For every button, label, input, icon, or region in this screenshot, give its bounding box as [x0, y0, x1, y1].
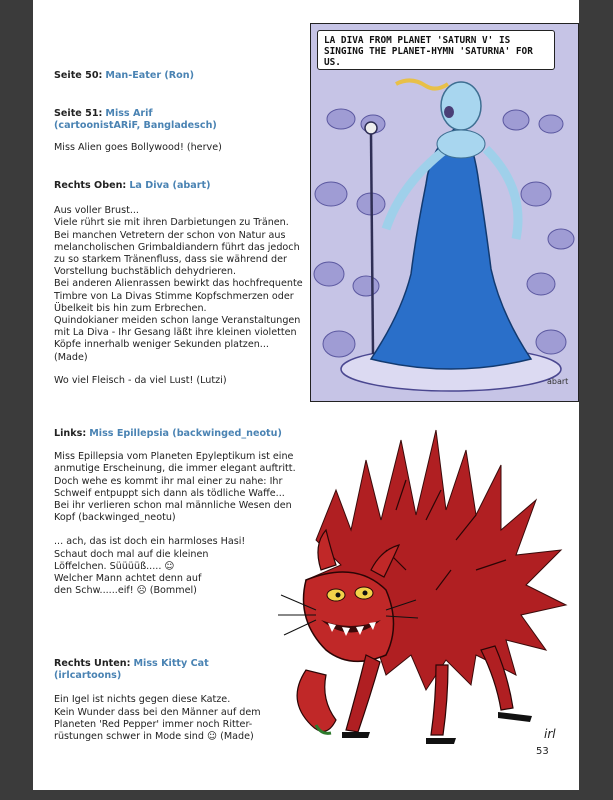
entry-title-link[interactable]: Miss Arif: [105, 108, 153, 119]
page-number: 53: [536, 746, 549, 757]
body-line: ... ach, das ist doch ein harmloses Hasi!: [54, 536, 246, 548]
body-line: Miss Epillepsia vom Planeten Epyleptikum ist eine: [54, 451, 294, 463]
entry-title-link[interactable]: Miss Epillepsia (backwinged_neotu): [89, 428, 282, 439]
body-line: Planeten 'Red Pepper' immer noch Ritter-: [54, 718, 253, 730]
body-line: Aus voller Brust...: [54, 205, 139, 217]
la-diva-illustration: [310, 23, 579, 402]
entry-rechts-unten: [54, 658, 314, 743]
body-line: mit La Diva - Ihr Gesang läßt ihre kleinen violetten: [54, 327, 297, 339]
cat-drawing: [276, 420, 579, 765]
speech-bubble: LA DIVA FROM PLANET 'SATURN V' IS SINGING THE PLANET-HYMN 'SATURNA' FOR US.: [317, 30, 555, 70]
body-line: Timbre von La Divas Stimme Kopfschmerzen oder: [54, 290, 294, 302]
artist-signature: abart: [547, 377, 569, 386]
body-line: Doch wehe es kommt ihr mal einer zu nahe: Ihr: [54, 475, 283, 487]
body-line: rüstungen schwer in Mode sind ☺ (Made): [54, 731, 254, 743]
body-line: Kopf (backwinged_neotu): [54, 512, 176, 524]
document-page: [33, 0, 579, 790]
body-line: Viele rührt sie mit ihren Darbietungen zu Tränen.: [54, 217, 289, 229]
entry-comment: [54, 536, 314, 597]
entry-heading-prefix: Rechts Unten:: [54, 658, 131, 669]
body-line: (Made): [54, 351, 88, 363]
body-line: Schaut doch mal auf die kleinen: [54, 548, 209, 560]
entry-seite-51: [54, 108, 222, 155]
entry-heading-prefix: Seite 51:: [54, 108, 103, 119]
entry-comment: Wo viel Fleisch - da viel Lust! (Lutzi): [54, 374, 227, 386]
entry-rechts-oben: [54, 180, 314, 387]
diva-drawing: [311, 24, 578, 401]
miss-kitty-cat-illustration: [276, 420, 579, 765]
body-line: Übelkeit bis hin zum Erbrechen.: [54, 302, 207, 314]
entry-heading-prefix: Seite 50:: [54, 70, 103, 81]
body-line: Quindokianer meiden schon lange Veranstaltungen: [54, 315, 301, 327]
entry-title-link-sub[interactable]: (irlcartoons): [54, 670, 122, 682]
entry-title-link[interactable]: Miss Kitty Cat: [133, 658, 209, 669]
body-line: den Schw......eif! ☹ (Bommel): [54, 585, 197, 597]
entry-heading-prefix: Links:: [54, 428, 87, 439]
entry-title-link[interactable]: La Diva (abart): [129, 180, 211, 191]
entry-title-link[interactable]: Man-Eater (Ron): [105, 70, 194, 81]
body-line: Vorstellung buchstäblich dehydrieren.: [54, 266, 237, 278]
body-line: Ein Igel ist nichts gegen diese Katze.: [54, 694, 231, 706]
entry-body: Miss Alien goes Bollywood! (herve): [54, 142, 222, 154]
body-line: Bei anderen Alienrassen bewirkt das hochfrequente: [54, 278, 303, 290]
body-line: anmutige Erscheinung, die immer elegant auftritt.: [54, 463, 296, 475]
entry-seite-50: [54, 70, 194, 82]
body-line: Köpfe innerhalb weniger Sekunden platzen...: [54, 339, 269, 351]
body-line: zu so starkem Tränenfluss, dass sie während der: [54, 254, 287, 266]
entry-body: [54, 451, 314, 524]
body-line: Kein Wunder dass bei den Männer auf dem: [54, 706, 261, 718]
body-line: Schweif entpuppt sich dann als tödliche Waffe...: [54, 487, 285, 499]
entry-links: [54, 428, 314, 597]
entry-body: [54, 205, 314, 364]
entry-body: [54, 694, 314, 743]
body-line: melancholischen Grimbaldiandern führt das jedoch: [54, 241, 300, 253]
artist-signature: irl: [544, 727, 556, 741]
body-line: Welcher Mann achtet denn auf: [54, 573, 202, 585]
entry-title-link-sub[interactable]: (cartoonistARiF, Bangladesch): [54, 120, 217, 132]
body-line: Bei manchen Vetretern der schon von Natur aus: [54, 229, 286, 241]
entry-heading-prefix: Rechts Oben:: [54, 180, 127, 191]
body-line: Löffelchen. Süüüüß..... ☺: [54, 560, 175, 572]
body-line: Bei ihr verlieren schon mal männliche Wesen den: [54, 500, 292, 512]
